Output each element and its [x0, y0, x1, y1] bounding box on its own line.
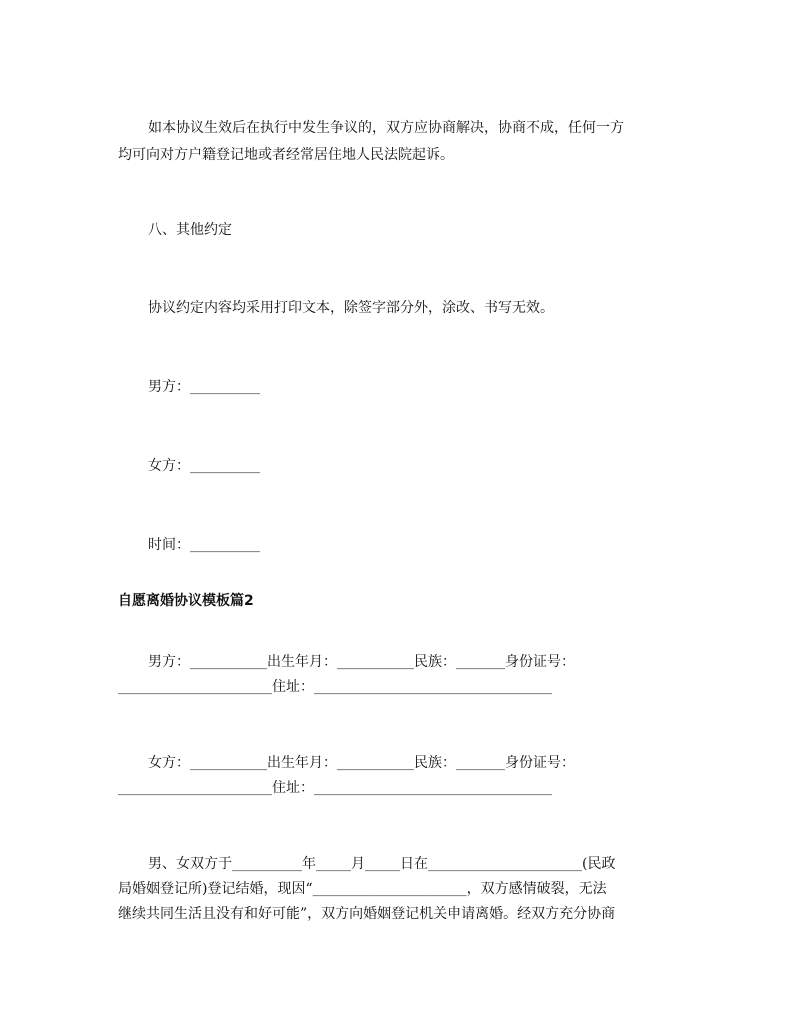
dispute-clause-line-2: 均可向对方户籍登记地或者经常居住地人民法院起诉。	[118, 147, 454, 163]
template-2-heading: 自愿离婚协议模板篇2	[118, 593, 254, 609]
female-info-line-2: ______________________住址：__________________________________	[118, 780, 552, 796]
marriage-para-line-2: 局婚姻登记所)登记结婚，现因“______________________，双方感情破裂，无法	[118, 881, 607, 897]
dispute-clause-line-1: 如本协议生效后在执行中发生争议的，双方应协商解决，协商不成，任何一方	[148, 120, 624, 136]
signature-time: 时间：__________	[148, 537, 260, 553]
section-8-title: 八、其他约定	[148, 222, 232, 238]
marriage-para-line-3: 继续共同生活且没有和好可能”，双方向婚姻登记机关申请离婚。经双方充分协商	[118, 906, 616, 922]
female-info-line-1: 女方：___________出生年月：___________民族：_______身份证号：	[148, 755, 575, 771]
male-info-line-1: 男方：___________出生年月：___________民族：_______身份证号：	[148, 654, 575, 670]
section-8-text: 协议约定内容均采用打印文本，除签字部分外，涂改、书写无效。	[148, 300, 554, 316]
male-info-line-2: ______________________住址：__________________________________	[118, 679, 552, 695]
signature-male: 男方：__________	[148, 379, 260, 395]
signature-female: 女方：__________	[148, 458, 260, 474]
marriage-para-line-1: 男、女双方于__________年_____月_____日在______________________(民政	[148, 856, 616, 872]
